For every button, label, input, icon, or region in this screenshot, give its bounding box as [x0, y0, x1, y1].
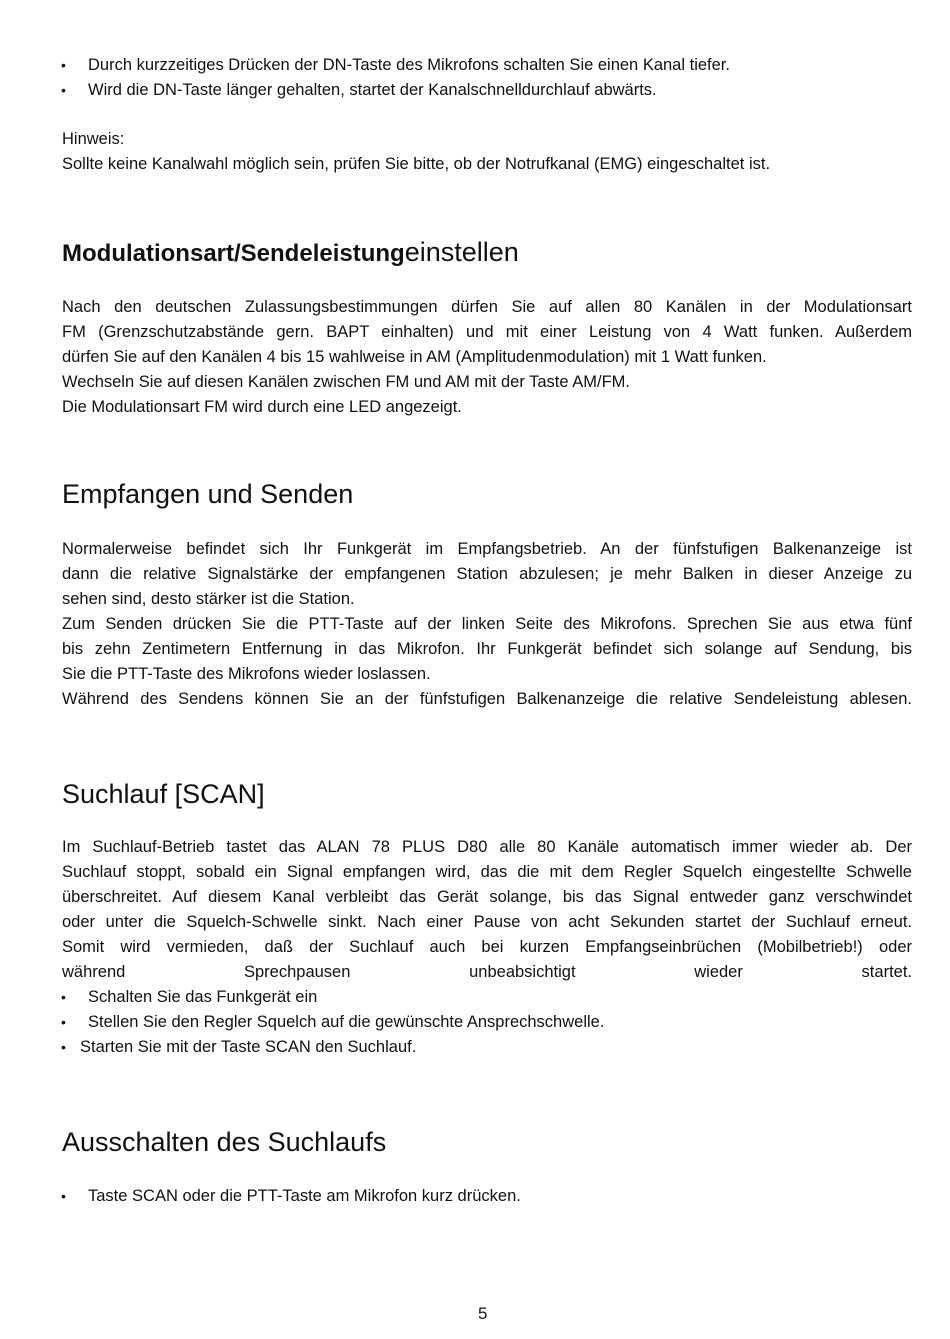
text-line: überschreitet. Auf diesem Kanal verbleibt das Gerät solange, bis das Signal entweder ganz verschwindet [62, 888, 912, 906]
list-item: • Schalten Sie das Funkgerät ein [58, 985, 604, 1010]
heading-modulation-rest: einstellen [404, 237, 519, 267]
text-line: bis zehn Zentimetern Entfernung in das Mikrofon. Ihr Funkgerät befindet sich solange auf Sendung, bis [62, 640, 912, 658]
heading-empfangen: Empfangen und Senden [62, 479, 354, 509]
bullet-icon: • [61, 57, 66, 73]
text-line: Suchlauf stoppt, sobald ein Signal empfangen wird, das die mit dem Regler Squelch eingestellte Schwelle [62, 863, 912, 881]
text-line: Im Suchlauf-Betrieb tastet das ALAN 78 PLUS D80 alle 80 Kanäle automatisch immer wieder ab. Der [62, 838, 912, 856]
text-line: Während des Sendens können Sie an der fünfstufigen Balkenanzeige die relative Sendeleistung ablesen. [62, 690, 912, 708]
text-line: Sie die PTT-Taste des Mikrofons wieder loslassen. [62, 665, 431, 683]
empfangen-paragraph [62, 537, 912, 712]
page-number: 5 [478, 1304, 488, 1323]
text-line: oder unter die Squelch-Schwelle sinkt. Nach einer Pause von acht Sekunden startet der Suchlauf erneut. [62, 913, 912, 931]
text-line: dürfen Sie auf den Kanälen 4 bis 15 wahlweise in AM (Amplitudenmodulation) mit 1 Watt funken. [62, 348, 767, 366]
bullet-icon: • [61, 1014, 66, 1030]
list-item: • Wird die DN-Taste länger gehalten, startet der Kanalschnelldurchlauf abwärts. [58, 78, 730, 103]
bullet-icon: • [61, 989, 66, 1005]
list-item: • Starten Sie mit der Taste SCAN den Suchlauf. [58, 1035, 604, 1060]
text-line: FM (Grenzschutzabstände gern. BAPT einhalten) und mit einer Leistung von 4 Watt funken. Außerdem [62, 323, 912, 341]
ausschalten-bullet-list [58, 1184, 521, 1209]
text-line: Nach den deutschen Zulassungsbestimmungen dürfen Sie auf allen 80 Kanälen in der Modulationsart [62, 298, 912, 316]
text-line: Die Modulationsart FM wird durch eine LED angezeigt. [62, 398, 462, 416]
heading-suchlauf: Suchlauf [SCAN] [62, 779, 265, 809]
heading-modulation [62, 236, 519, 270]
text-line: während Sprechpausen unbeabsichtigt wieder startet. [62, 963, 912, 981]
text-line: Normalerweise befindet sich Ihr Funkgerät im Empfangsbetrieb. An der fünfstufigen Balkenanzeige ist [62, 540, 912, 558]
list-item: • Durch kurzzeitiges Drücken der DN-Taste des Mikrofons schalten Sie einen Kanal tiefer. [58, 53, 730, 78]
text-line: Somit wird vermieden, daß der Suchlauf auch bei kurzen Empfangseinbrüchen (Mobilbetrieb!) oder [62, 938, 912, 956]
heading-ausschalten: Ausschalten des Suchlaufs [62, 1127, 387, 1157]
text-line: sehen sind, desto stärker ist die Station. [62, 590, 355, 608]
bullet-icon: • [61, 1188, 66, 1204]
hinweis-note [62, 127, 912, 177]
bullet-icon: • [61, 1039, 66, 1055]
suchlauf-paragraph [62, 835, 912, 985]
list-item: • Stellen Sie den Regler Squelch auf die gewünschte Ansprechschwelle. [58, 1010, 604, 1035]
text-line: dann die relative Signalstärke der empfangenen Station abzulesen; je mehr Balken in dieser Anzeige zu [62, 565, 912, 583]
text-line: Wechseln Sie auf diesen Kanälen zwischen FM und AM mit der Taste AM/FM. [62, 373, 630, 391]
intro-bullet-list [58, 53, 730, 103]
hinweis-text: Sollte keine Kanalwahl möglich sein, prüfen Sie bitte, ob der Notrufkanal (EMG) eingeschaltet ist. [62, 155, 771, 173]
bullet-icon: • [61, 82, 66, 98]
modulation-paragraph [62, 295, 912, 420]
hinweis-label: Hinweis: [62, 130, 125, 148]
heading-modulation-bold: Modulationsart/Sendeleistung [62, 240, 405, 267]
suchlauf-bullet-list [58, 985, 604, 1060]
list-item: • Taste SCAN oder die PTT-Taste am Mikrofon kurz drücken. [58, 1184, 521, 1209]
text-line: Zum Senden drücken Sie die PTT-Taste auf der linken Seite des Mikrofons. Sprechen Sie aus etwa fünf [62, 615, 912, 633]
